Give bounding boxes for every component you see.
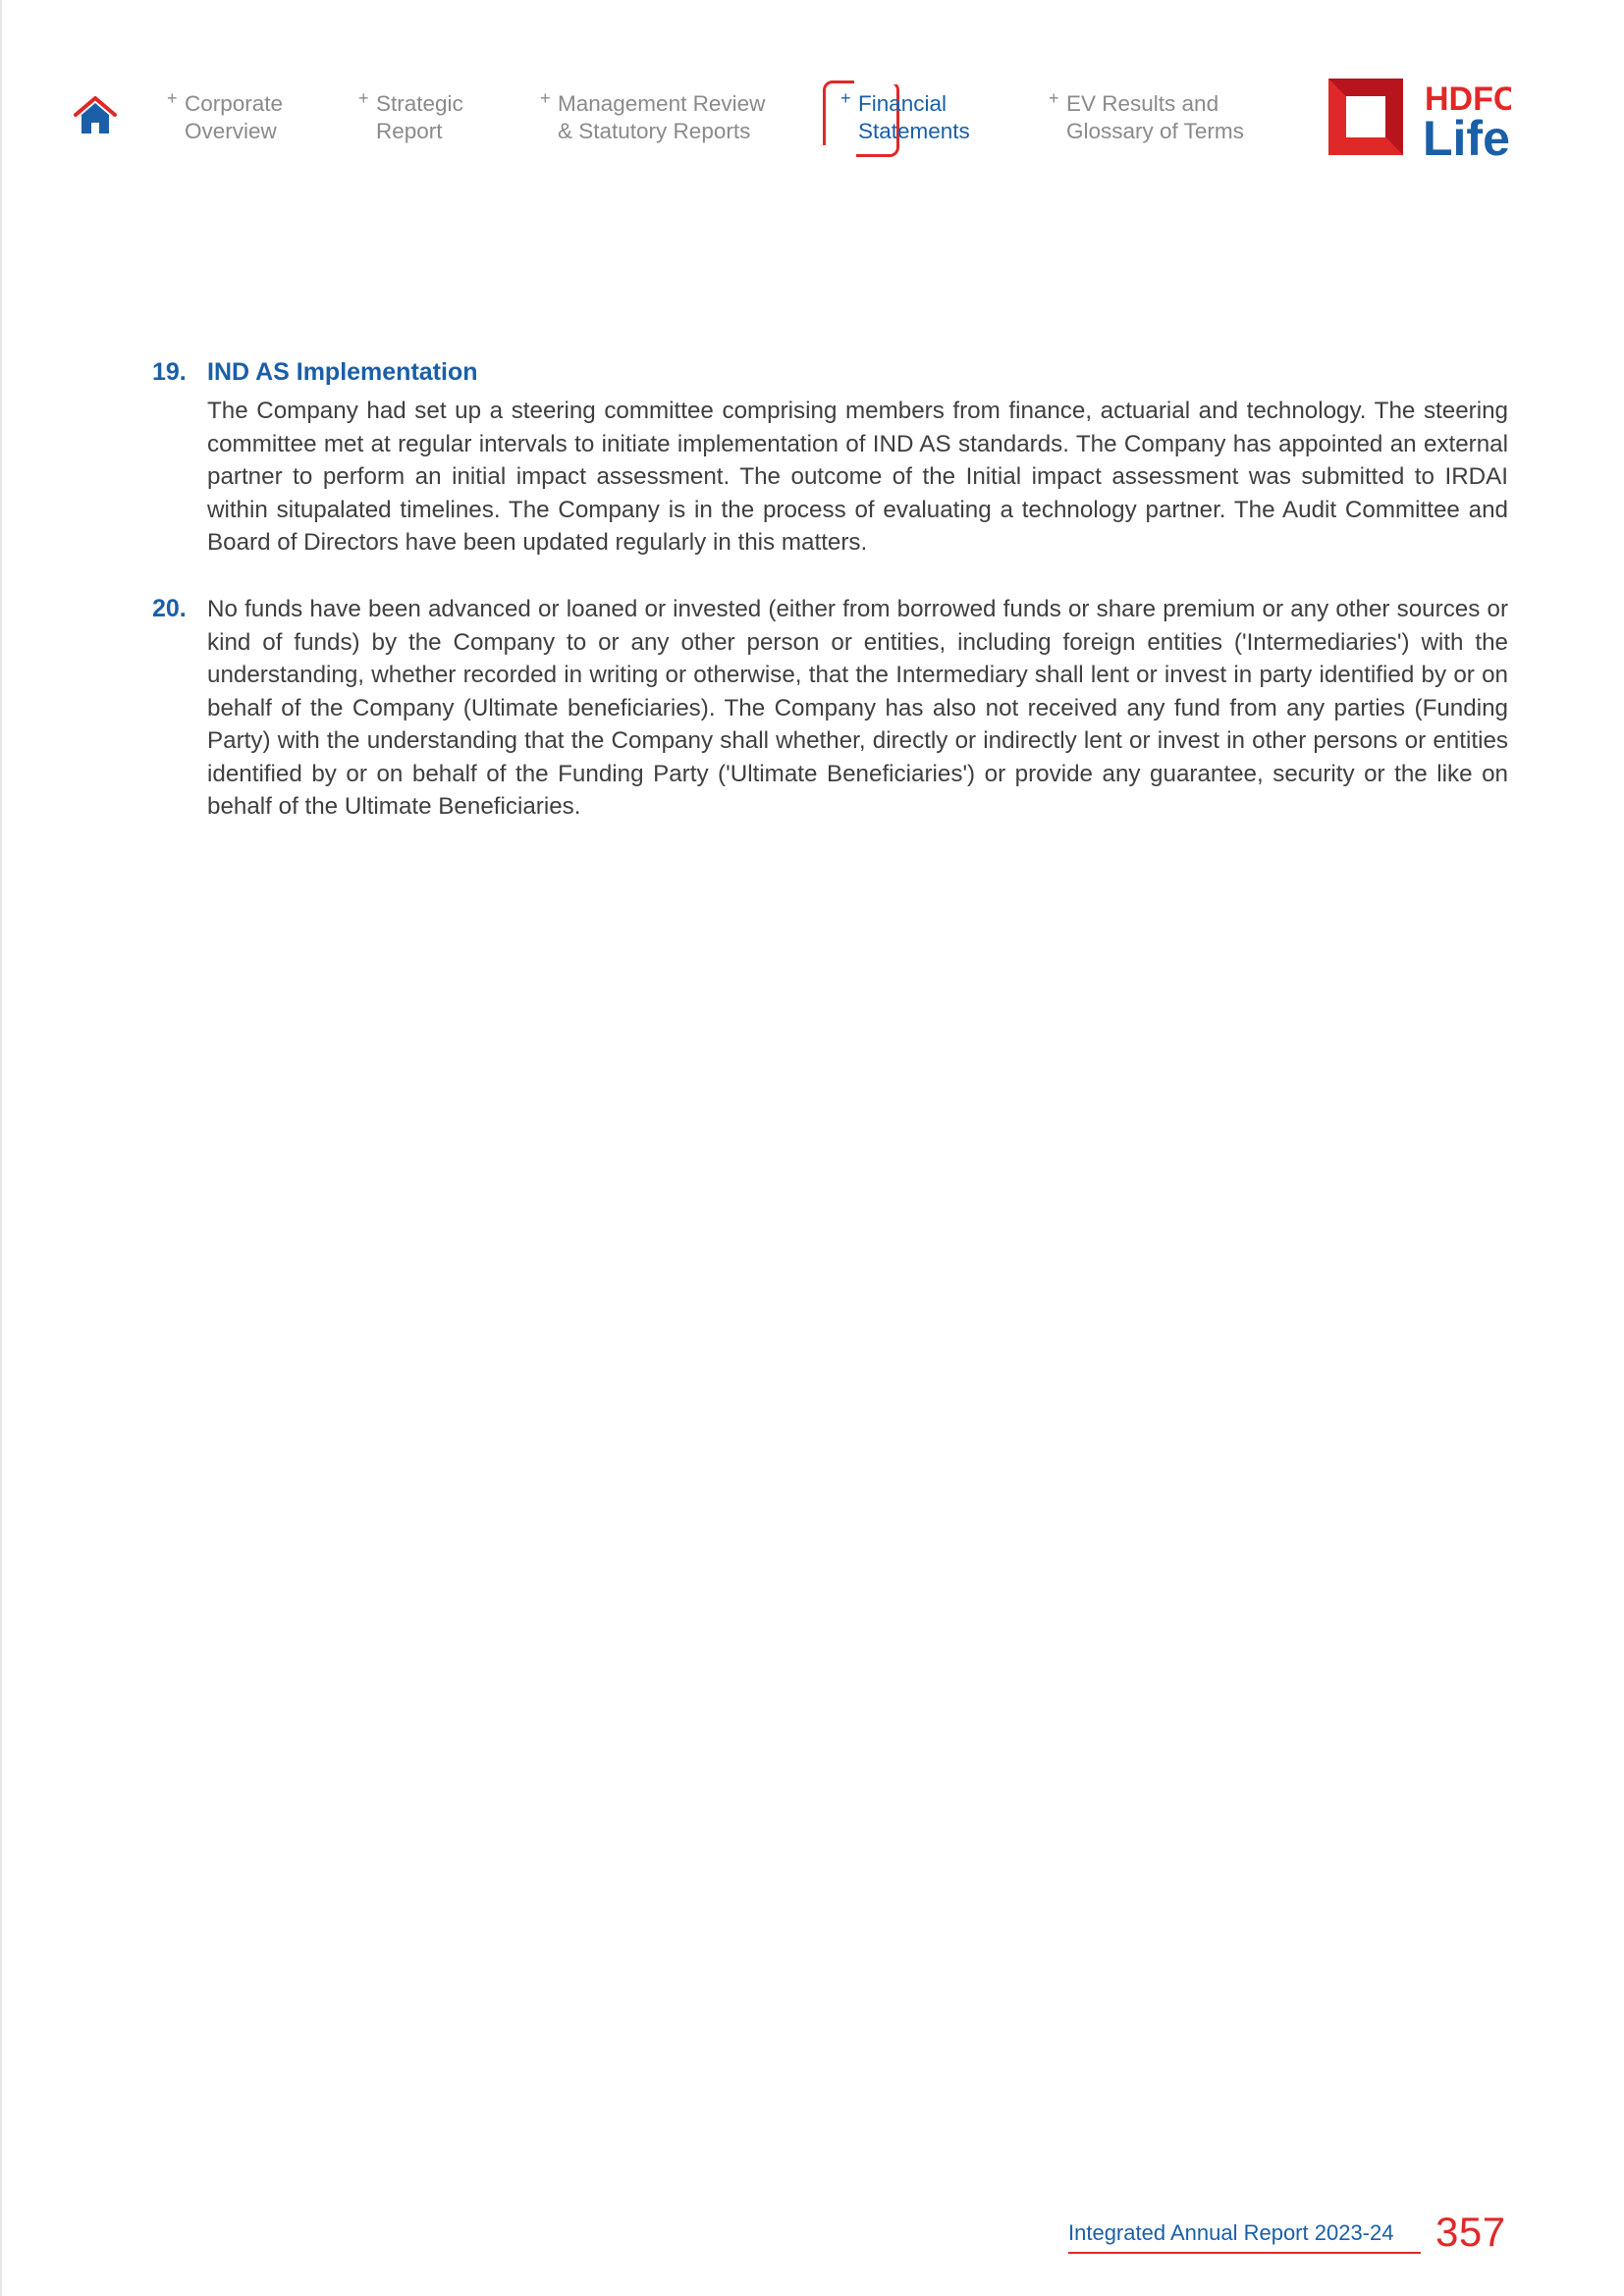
nav-corporate-overview[interactable]: [167, 88, 284, 145]
section-heading: IND AS Implementation: [207, 358, 478, 386]
nav-label-line1: Management Review: [558, 91, 766, 116]
page-edge: [0, 0, 2, 2296]
plus-icon: +: [167, 88, 178, 108]
section-paragraph: The Company had set up a steering committee comprising members from finance, actuarial and technology. The steering committee met at regular intervals to initiate implementation of IND AS standards. The Company has appointed an external partner to perform an initial impact assessment. The outcome of the Initial impact assessment was submitted to IRDAI within situpalated timelines. The Company is in the process of evaluating a technology partner. The Audit Committee and Board of Directors have been updated regularly in this matters.: [207, 398, 1508, 556]
report-title: Integrated Annual Report 2023-24: [1068, 2220, 1394, 2245]
footer-underline: [1068, 2252, 1421, 2254]
plus-icon: +: [358, 88, 369, 108]
nav-label-line1: Corporate: [185, 91, 284, 116]
nav-label-line1: Financial: [858, 91, 947, 116]
nav-label-line2: Report: [376, 119, 443, 143]
hdfc-life-logo[interactable]: [1325, 77, 1511, 159]
frame-gap: [854, 77, 905, 84]
frame-gap: [817, 145, 856, 161]
nav-label-line2: Glossary of Terms: [1066, 119, 1244, 143]
nav-financial-statements[interactable]: [840, 88, 970, 145]
nav-label-line2: Overview: [185, 119, 277, 143]
nav-strategic-report[interactable]: [358, 88, 463, 145]
section-number: 19.: [152, 358, 187, 386]
logo-text-top: HDFC: [1425, 80, 1511, 118]
section-number: 20.: [152, 595, 187, 622]
nav-label-line2: Statements: [858, 119, 970, 143]
nav-label-line1: Strategic: [376, 91, 463, 116]
logo-text-bottom: Life: [1423, 111, 1510, 159]
page-number: 357: [1435, 2209, 1506, 2255]
plus-icon: +: [1049, 88, 1059, 108]
nav-label-line1: EV Results and: [1066, 91, 1219, 116]
section-paragraph: No funds have been advanced or loaned or invested (either from borrowed funds or share premium or any other sources or kind of funds) by the Company to or any other person or entities, including foreign entities ('Intermediaries') with the understanding, whether recorded in writing or otherwise, that the Intermediary shall lent or invest in party identified by or on behalf of the Company (Ultimate beneficiaries). The Company has also not received any fund from any parties (Funding Party) with the understanding that the Company shall whether, directly or indirectly lent or invest in other persons or entities identified by or on behalf of the Funding Party ('Ultimate Beneficiaries') or provide any guarantee, security or the like on behalf of the Ultimate Beneficiaries.: [207, 596, 1508, 820]
nav-label-line2: & Statutory Reports: [558, 119, 751, 143]
home-icon[interactable]: [73, 94, 118, 137]
plus-icon: +: [540, 88, 551, 108]
nav-ev-results[interactable]: [1049, 88, 1244, 145]
plus-icon: +: [840, 88, 851, 108]
nav-management-review[interactable]: [540, 88, 766, 145]
